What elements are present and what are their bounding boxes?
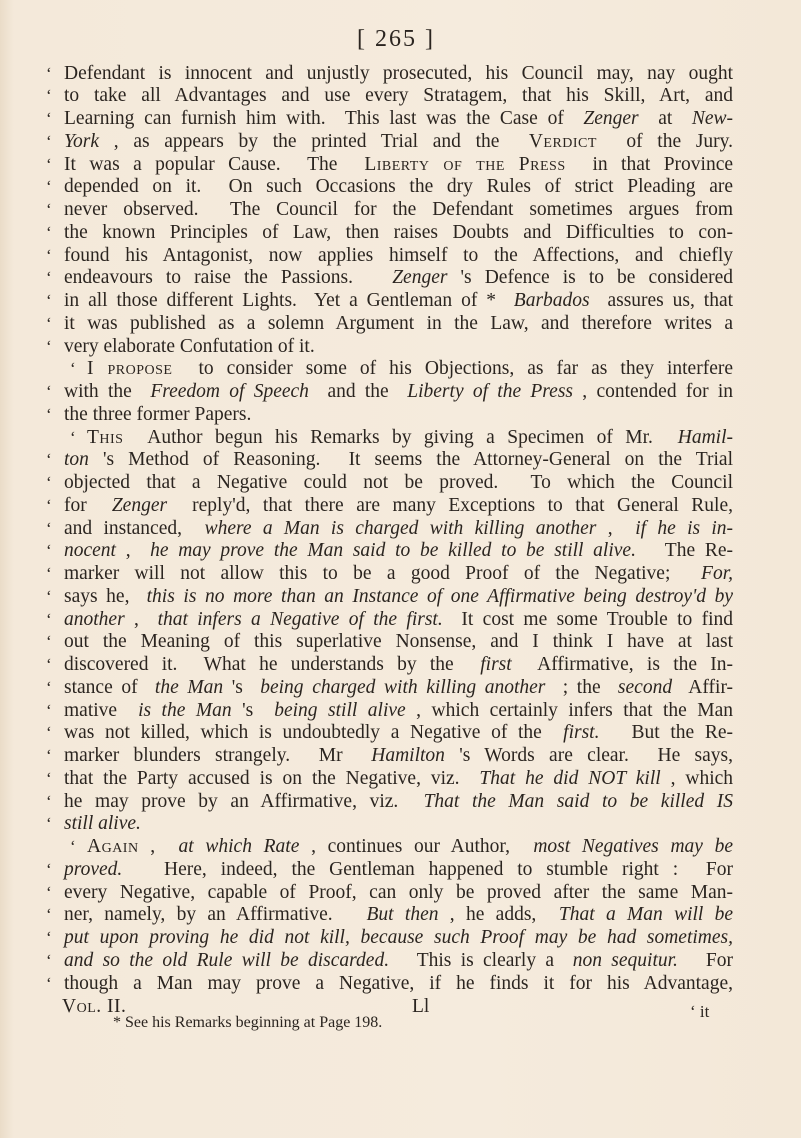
text-line bbox=[64, 972, 733, 995]
italic-text: New- bbox=[691, 108, 734, 129]
text-line bbox=[64, 767, 733, 790]
italic-text: at which Rate bbox=[178, 836, 300, 857]
italic-text: Zenger bbox=[111, 494, 168, 516]
quote-mark: ‘ bbox=[70, 427, 76, 447]
text-segment: , which certainly infers that the Man bbox=[416, 699, 734, 721]
quote-mark: ‘ bbox=[46, 746, 52, 765]
text-segment: Defendant is innocent and unjustly prosecuted, his Council may, nay ought bbox=[64, 62, 733, 84]
quote-mark: ‘ bbox=[46, 336, 52, 356]
text-segment: Learning can furnish him with. This last was the Case of bbox=[64, 108, 574, 129]
text-segment: , as appears by the printed Trial and the bbox=[113, 130, 515, 152]
text-segment: But the Re- bbox=[610, 722, 733, 744]
small-caps-text: Again bbox=[87, 836, 139, 857]
text-segment: depended on it. On such Occasions the dry Rules of strict Pleading are bbox=[64, 176, 733, 198]
italic-text: Zenger bbox=[392, 267, 448, 289]
italic-text: Barbados bbox=[513, 290, 590, 311]
italic-text: first. bbox=[563, 722, 600, 744]
text-line bbox=[64, 266, 733, 289]
text-segment: assures us, that bbox=[598, 290, 734, 311]
text-line bbox=[64, 676, 733, 699]
quote-mark: ‘ bbox=[46, 564, 52, 583]
italic-text: being still alive bbox=[274, 699, 406, 721]
text-line bbox=[64, 858, 733, 881]
small-caps-text: This bbox=[87, 426, 124, 448]
text-line bbox=[64, 903, 733, 926]
quote-mark: ‘ bbox=[46, 609, 52, 629]
small-caps-text: I propose bbox=[87, 358, 173, 380]
quote-mark: ‘ bbox=[46, 222, 52, 242]
text-segment: it was published as a solemn Argument in the Law, and therefore writes a bbox=[64, 312, 733, 334]
text-line bbox=[64, 221, 733, 244]
quote-mark: ‘ bbox=[46, 655, 52, 674]
text-segment: found his Antagonist, now applies himself to the Affections, and chiefly bbox=[64, 244, 733, 266]
quote-mark: ‘ bbox=[70, 359, 76, 379]
text-line bbox=[64, 881, 733, 904]
quote-mark: ‘ bbox=[46, 586, 52, 606]
text-segment: This is clearly a bbox=[398, 949, 564, 971]
italic-text: he may prove the Man said to be killed to be still alive. bbox=[150, 540, 636, 562]
text-segment: marker blunders strangely. Mr bbox=[64, 745, 357, 766]
text-segment: marker will not allow this to be a good Proof of the Negative; bbox=[64, 563, 686, 584]
italic-text: still alive. bbox=[64, 813, 141, 835]
italic-text: ton bbox=[64, 449, 89, 471]
text-line bbox=[64, 244, 733, 267]
text-segment: 's bbox=[231, 676, 252, 698]
text-segment: very elaborate Confutation of it. bbox=[64, 335, 315, 357]
text-segment: For bbox=[687, 949, 734, 971]
text-segment: ner, namely, by an Affirmative. bbox=[64, 904, 356, 926]
quote-mark: ‘ bbox=[46, 86, 52, 106]
quote-mark: ‘ bbox=[46, 791, 52, 811]
text-line bbox=[64, 403, 733, 426]
text-segment: 's Method of Reasoning. It seems the Attorney-General on the Trial bbox=[103, 449, 734, 471]
text-segment: Author begun his Remarks by giving a Specimen of Mr. bbox=[135, 426, 666, 448]
quote-mark: ‘ bbox=[46, 814, 52, 834]
quote-mark: ‘ bbox=[46, 928, 52, 947]
italic-text: That he did NOT kill bbox=[479, 767, 661, 789]
text-segment: , contended for in bbox=[582, 381, 734, 402]
text-line bbox=[64, 812, 733, 835]
text-segment: It was a popular Cause. The bbox=[64, 153, 351, 175]
quote-mark: ‘ bbox=[46, 700, 52, 720]
text-segment: 's Defence is to be considered bbox=[460, 267, 734, 289]
page-number: [ 265 ] bbox=[357, 26, 435, 52]
quote-mark: ‘ bbox=[46, 518, 52, 538]
text-segment: The Re- bbox=[645, 540, 734, 562]
italic-text: the Man bbox=[154, 676, 224, 698]
text-line bbox=[64, 562, 733, 585]
quote-mark: ‘ bbox=[70, 837, 76, 856]
text-line bbox=[64, 289, 733, 312]
signature-mark: Ll bbox=[412, 996, 430, 1017]
quote-mark: ‘ bbox=[46, 131, 52, 151]
quote-mark: ‘ bbox=[46, 473, 52, 492]
text-line bbox=[87, 357, 733, 380]
italic-text: Hamilton bbox=[371, 745, 445, 766]
text-segment: that the Party accused is on the Negative, viz. bbox=[64, 767, 470, 789]
text-segment: for bbox=[64, 494, 100, 516]
text-line bbox=[64, 471, 733, 494]
quote-mark: ‘ bbox=[46, 973, 52, 993]
italic-text: nocent bbox=[64, 540, 116, 562]
italic-text: Zenger bbox=[583, 108, 639, 129]
text-line bbox=[64, 653, 733, 676]
text-segment: in that Province bbox=[579, 153, 734, 175]
italic-text: That the Man said to be killed IS bbox=[423, 790, 733, 812]
small-caps-text: Liberty of the Press bbox=[364, 153, 566, 175]
quote-mark: ‘ bbox=[46, 768, 52, 788]
quote-mark: ‘ bbox=[46, 495, 52, 515]
text-line bbox=[64, 517, 733, 540]
text-segment: , which bbox=[670, 767, 734, 789]
text-segment: discovered it. What he understands by the bbox=[64, 654, 467, 675]
text-line bbox=[64, 153, 733, 176]
text-segment: the three former Papers. bbox=[64, 403, 252, 425]
text-line bbox=[64, 949, 733, 972]
text-segment: was not killed, which is undoubtedly a Negative of the bbox=[64, 722, 553, 744]
italic-text: proved. bbox=[64, 858, 123, 880]
quote-mark: ‘ bbox=[46, 541, 52, 561]
quote-mark: ‘ bbox=[46, 404, 52, 424]
italic-text: and so the old Rule will be discarded. bbox=[64, 949, 390, 971]
text-segment: It cost me some Trouble to find bbox=[452, 608, 734, 630]
quote-mark: ‘ bbox=[46, 723, 52, 743]
italic-text: non sequitur. bbox=[572, 949, 678, 971]
italic-text: this is no more than an Instance of one Affirmative being destroy'd by bbox=[146, 585, 733, 607]
italic-text: being charged with killing another bbox=[260, 676, 546, 698]
text-segment: with the bbox=[64, 381, 142, 402]
text-segment: , bbox=[125, 540, 141, 562]
text-line bbox=[64, 926, 733, 949]
volume-label: Vol. II. bbox=[62, 996, 127, 1017]
text-segment: Affir- bbox=[680, 676, 734, 698]
text-segment: says he, bbox=[64, 585, 139, 607]
italic-text: that infers a Negative of the first. bbox=[157, 608, 443, 630]
quote-mark: ‘ bbox=[46, 109, 52, 128]
footnote: * See his Remarks beginning at Page 198. bbox=[113, 1014, 383, 1031]
text-line bbox=[64, 539, 733, 562]
quote-mark: ‘ bbox=[46, 313, 52, 333]
text-segment: ; the bbox=[554, 676, 610, 698]
quote-mark: ‘ bbox=[46, 177, 52, 197]
quote-mark: ‘ bbox=[46, 154, 52, 174]
catchword: ‘ it bbox=[690, 1002, 710, 1021]
text-segment: in all those different Lights. Yet a Gentleman of * bbox=[64, 290, 505, 311]
text-line bbox=[64, 585, 733, 608]
quote-mark: ‘ bbox=[46, 200, 52, 219]
quote-mark: ‘ bbox=[46, 382, 52, 401]
italic-text: if he is in- bbox=[635, 517, 734, 539]
italic-text: where a Man is charged with killing another bbox=[204, 517, 597, 539]
text-segment: and instanced, bbox=[64, 517, 194, 539]
quote-mark: ‘ bbox=[46, 882, 52, 902]
text-segment: and the bbox=[318, 381, 398, 402]
text-segment: he may prove by an Affirmative, viz. bbox=[64, 790, 411, 812]
text-line bbox=[64, 790, 733, 813]
italic-text: That a Man will be bbox=[558, 904, 734, 926]
text-line bbox=[64, 335, 733, 358]
text-segment: Here, indeed, the Gentleman happened to stumble right : For bbox=[136, 858, 734, 880]
text-line bbox=[87, 426, 733, 449]
text-segment: of the Jury. bbox=[611, 130, 734, 152]
text-segment: every Negative, capable of Proof, can only be proved after the same Man- bbox=[64, 881, 733, 903]
text-line bbox=[64, 608, 733, 631]
italic-text: But then bbox=[366, 904, 439, 926]
text-line bbox=[64, 494, 733, 517]
italic-text: Hamil- bbox=[677, 426, 733, 448]
italic-text: Freedom of Speech bbox=[150, 381, 309, 402]
text-segment: the known Principles of Law, then raises Doubts and Difficulties to con- bbox=[64, 221, 733, 243]
text-line bbox=[64, 312, 733, 335]
text-segment: reply'd, that there are many Exceptions to that General Rule, bbox=[179, 494, 734, 516]
italic-text: first bbox=[480, 654, 512, 675]
text-segment: to take all Advantages and use every Stratagem, that his Skill, Art, and bbox=[64, 85, 733, 107]
text-segment: , bbox=[150, 836, 167, 857]
quote-mark: ‘ bbox=[46, 859, 52, 879]
italic-text: York bbox=[64, 130, 100, 152]
text-segment: though a Man may prove a Negative, if he finds it for his Advantage, bbox=[64, 972, 733, 994]
text-segment: , bbox=[134, 608, 149, 630]
text-segment: 's bbox=[242, 699, 264, 721]
quote-mark: ‘ bbox=[46, 677, 52, 697]
text-line bbox=[64, 448, 733, 471]
text-line bbox=[64, 630, 733, 653]
text-line bbox=[64, 699, 733, 722]
italic-text: is the Man bbox=[138, 699, 232, 721]
text-line bbox=[64, 84, 733, 107]
text-segment: , bbox=[607, 517, 624, 539]
text-segment: to consider some of his Objections, as far as they interfere bbox=[185, 358, 734, 380]
text-segment: 's Words are clear. He says, bbox=[459, 745, 734, 766]
text-segment: Affirmative, is the In- bbox=[524, 654, 734, 675]
text-segment: mative bbox=[64, 699, 128, 721]
small-caps-text: Verdict bbox=[528, 130, 597, 152]
italic-text: another bbox=[64, 608, 125, 630]
text-segment: at bbox=[648, 108, 683, 129]
text-segment: never observed. The Council for the Defendant sometimes argues from bbox=[64, 199, 733, 220]
text-segment: objected that a Negative could not be proved. To which the Council bbox=[64, 472, 733, 493]
quote-mark: ‘ bbox=[46, 450, 52, 470]
quote-mark: ‘ bbox=[46, 291, 52, 310]
quote-mark: ‘ bbox=[46, 950, 52, 970]
italic-text: For, bbox=[701, 563, 733, 584]
quote-mark: ‘ bbox=[46, 268, 52, 288]
text-line bbox=[64, 130, 733, 153]
quote-mark: ‘ bbox=[46, 632, 52, 652]
text-line bbox=[64, 744, 733, 767]
text-segment: endeavours to raise the Passions. bbox=[64, 267, 380, 289]
text-line bbox=[64, 107, 733, 130]
italic-text: put upon proving he did not kill, because such Proof may be had sometimes, bbox=[64, 927, 733, 948]
italic-text: second bbox=[617, 676, 673, 698]
italic-text: most Negatives may be bbox=[533, 836, 734, 857]
text-segment: out the Meaning of this superlative Nonsense, and I think I have at last bbox=[64, 631, 733, 653]
text-segment: , continues our Author, bbox=[311, 836, 522, 857]
text-segment: , he adds, bbox=[449, 904, 548, 926]
text-line bbox=[64, 721, 733, 744]
text-line bbox=[64, 175, 733, 198]
text-line bbox=[64, 380, 733, 403]
quote-mark: ‘ bbox=[46, 63, 52, 83]
italic-text: Liberty of the Press bbox=[407, 381, 574, 402]
text-line bbox=[64, 62, 733, 85]
quote-mark: ‘ bbox=[46, 905, 52, 925]
text-segment: stance of bbox=[64, 676, 147, 698]
text-line bbox=[87, 835, 733, 858]
quote-mark: ‘ bbox=[46, 245, 52, 265]
text-line bbox=[64, 198, 733, 221]
